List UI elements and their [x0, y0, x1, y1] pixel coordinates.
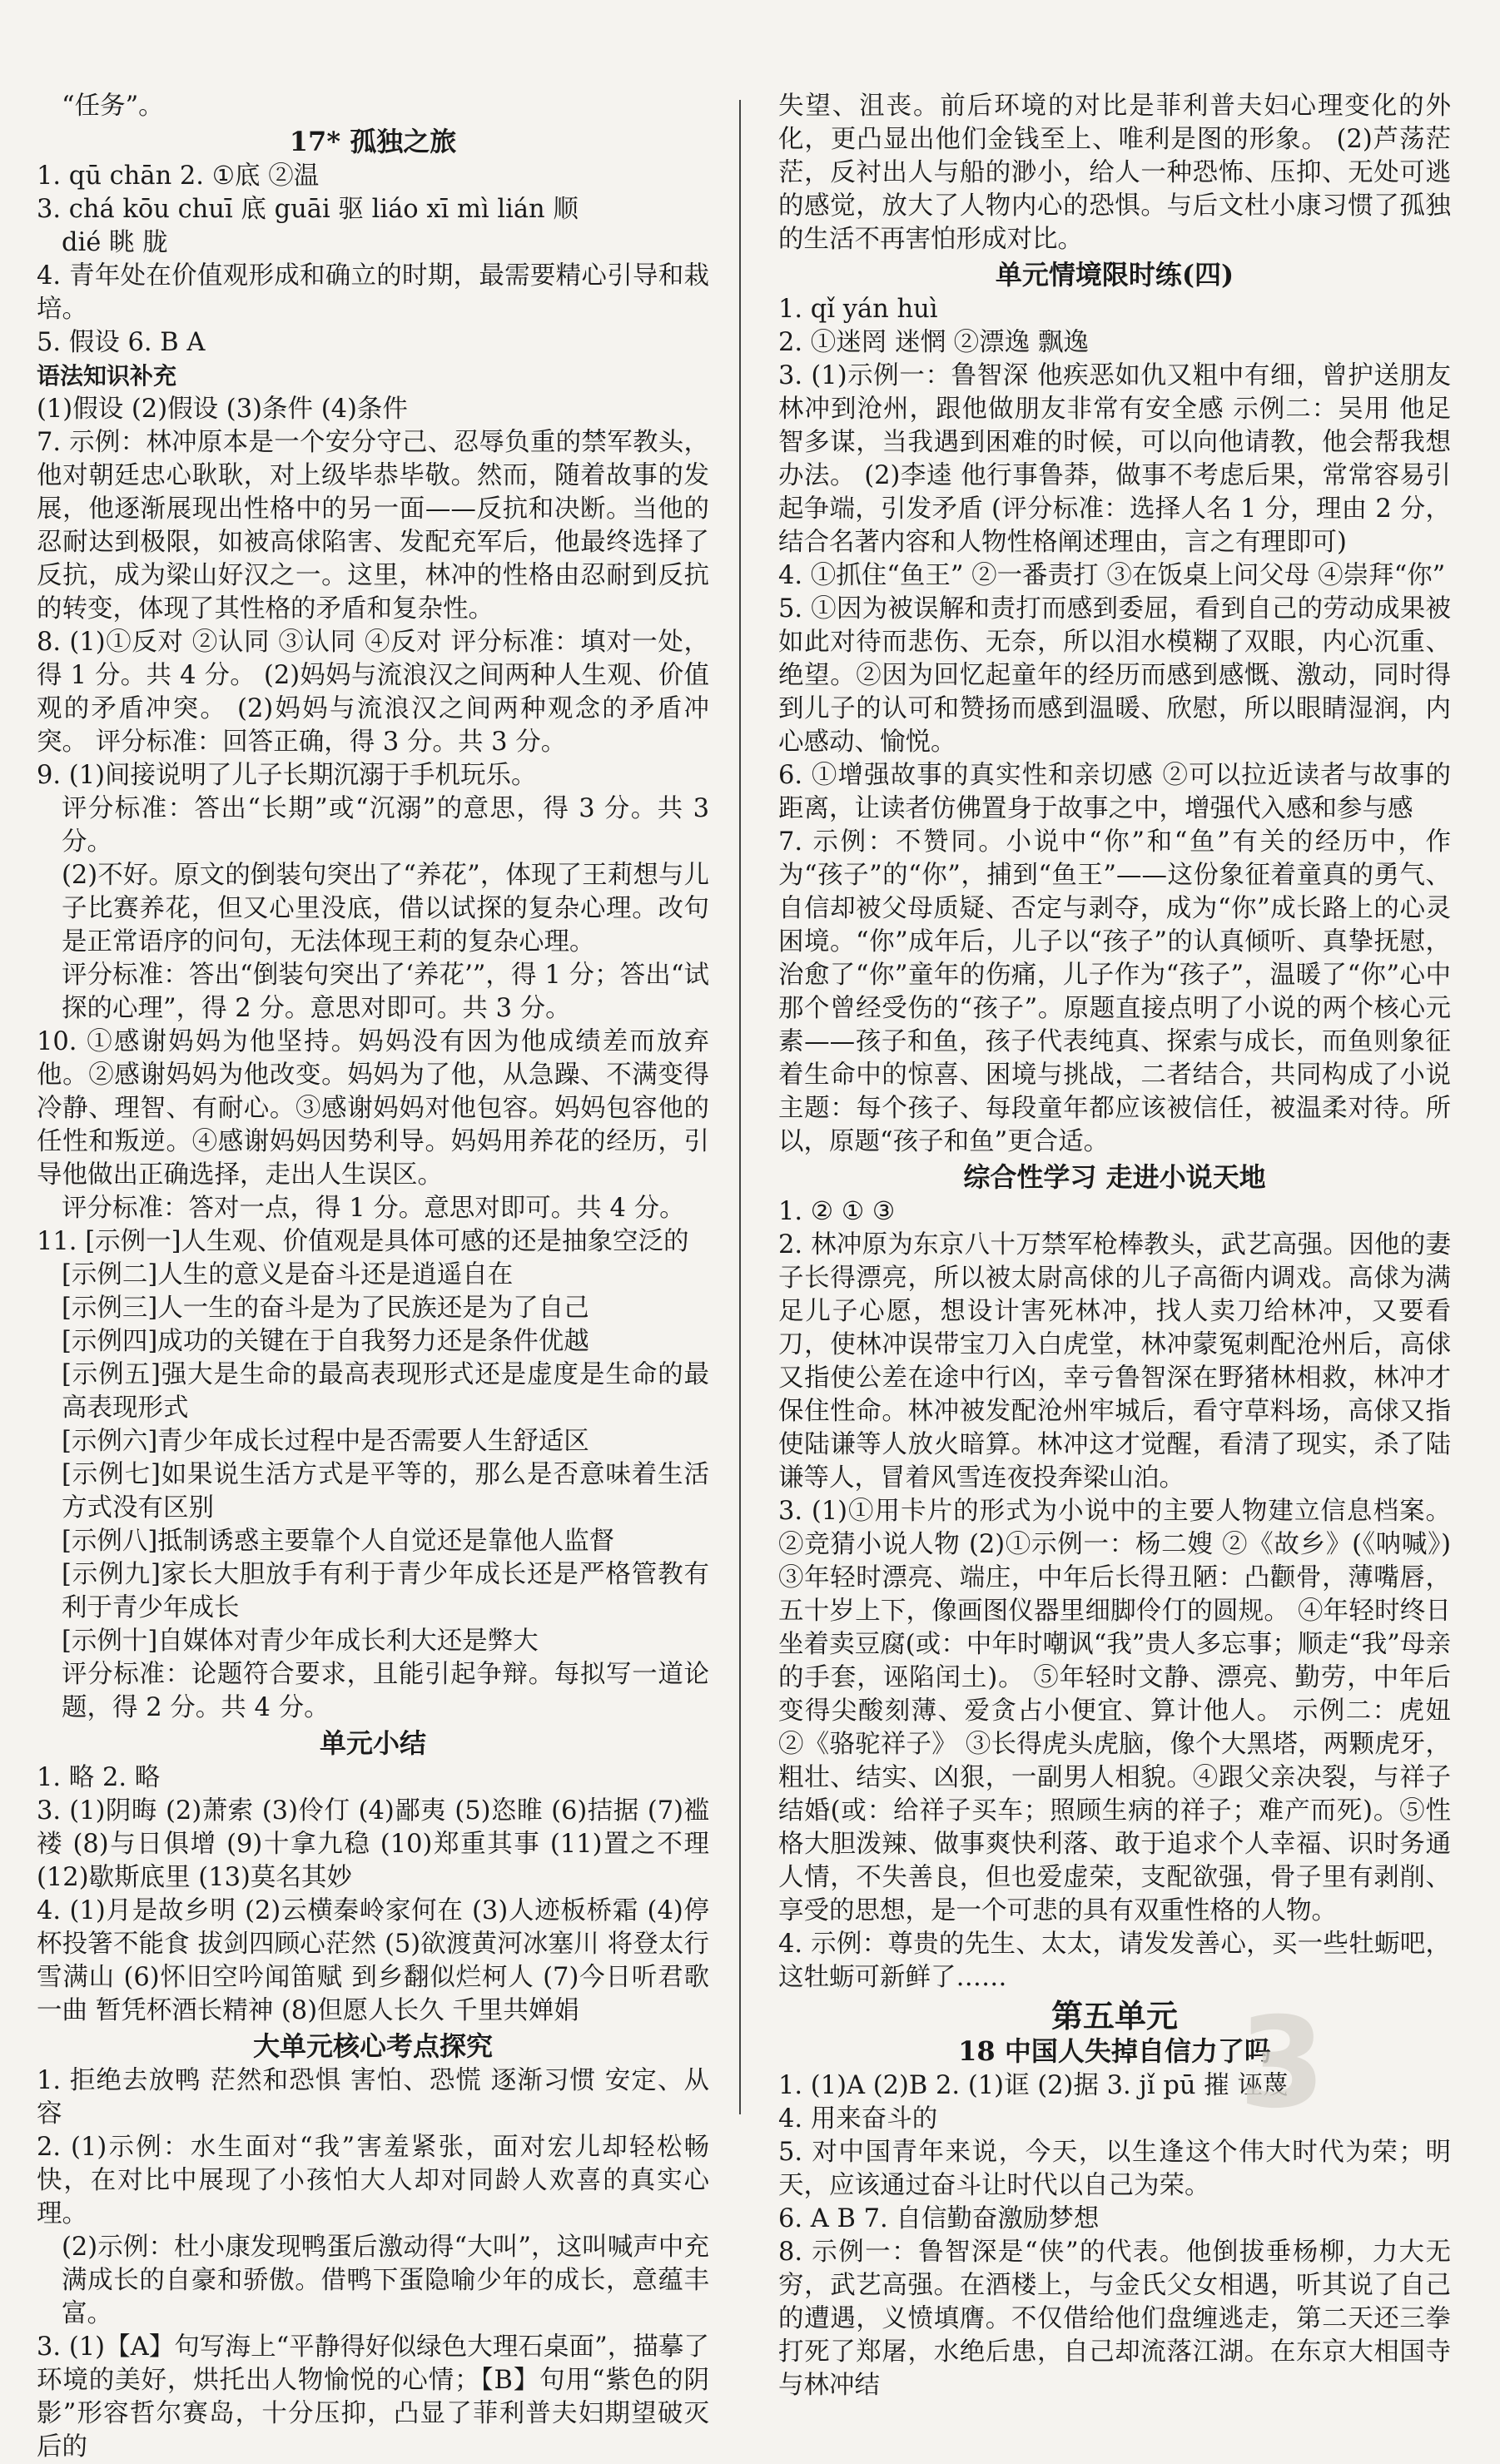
answer-line: 7. 示例：不赞同。小说中“你”和“鱼”有关的经历中，作为“孩子”的“你”，捕到“鱼王”——这份象征着童真的勇气、自信却被父母质疑、否定与剥夺，成为“你”成长路上的心灵困境。“你”成年后，儿子以“孩子”的认真倾听、真挚抚慰，治愈了“你”童年的伤痛，儿子作为“孩子”，温暖了“你”心中那个曾经受伤的“孩子”。原题直接点明了小说的两个核心元素——孩子和鱼，孩子代表纯真、探索与成长，而鱼则象征着生命中的惊喜、困境与挑战，二者结合，共同构成了小说主题：每个孩子、每段童年都应该被信任，被温柔对待。所以，原题“孩子和鱼”更合适。	[778, 827, 1451, 1156]
subheading: 语法知识补充	[37, 362, 177, 390]
answer-line: 3. chá kōu chuī 底 guāi 驱 liáo xī mì lián 顺	[37, 195, 579, 224]
answer-line: 1. qǐ yán huì	[778, 295, 938, 324]
answer-line: [示例八]抵制诱惑主要靠个人自觉还是靠他人监督	[62, 1527, 615, 1556]
answer-line: 3. (1)阴晦 (2)萧索 (3)伶仃 (4)鄙夷 (5)恣睢 (6)拮据 (7)褴褛 (8)与日俱增 (9)十拿九稳 (10)郑重其事 (11)置之不理 (12)歇斯底里 (13)莫名其妙	[37, 1796, 709, 1892]
answer-line: 1. 拒绝去放鸭 茫然和恐惧 害怕、恐慌 逐渐习惯 安定、从容	[37, 2066, 709, 2129]
section-heading: 单元小结	[319, 1727, 426, 1759]
answer-line: 3. (1)【A】句写海上“平静得好似绿色大理石桌面”，描摹了环境的美好，烘托出人物愉悦的心情；【B】句用“紫色的阴影”形容哲尔赛岛，十分压抑，凸显了菲利普夫妇期望破灭后的	[37, 2332, 709, 2462]
answer-line: 4. 示例：尊贵的先生、太太，请发发善心，买一些牡蛎吧，这牡蛎可新鲜了……	[778, 1930, 1451, 1992]
answer-line: (1)假设 (2)假设 (3)条件 (4)条件	[37, 395, 408, 424]
section-heading: 17* 孤独之旅	[289, 126, 457, 157]
section-heading: 单元情境限时练(四)	[995, 259, 1234, 291]
answer-line: 7. 示例：林冲原本是一个安分守己、忍辱负重的禁军教头，他对朝廷忠心耿耿，对上级毕恭毕敬。然而，随着故事的发展，他逐渐展现出性格中的另一面——反抗和决断。当他的忍耐达到极限，如被高俅陷害、发配充军后，他最终选择了反抗，成为梁山好汉之一。这里，林冲的性格由忍耐到反抗的转变，体现了其性格的矛盾和复杂性。	[37, 428, 709, 623]
section-heading: 大单元核心考点探究	[252, 2030, 493, 2062]
page-number-watermark: 3	[1239, 1991, 1326, 2136]
answer-line: 评分标准：答出“长期”或“沉溺”的意思，得 3 分。共 3 分。	[62, 794, 709, 857]
left-column	[37, 90, 709, 2464]
answer-line: 10. ①感谢妈妈为他坚持。妈妈没有因为他成绩差而放弃他。②感谢妈妈为他改变。妈妈为了他，从急躁、不满变得冷静、理智、有耐心。③感谢妈妈对他包容。妈妈包容他的任性和叛逆。④感谢妈妈因势利导。妈妈用养花的经历，引导他做出正确选择，走出人生误区。	[37, 1027, 709, 1190]
answer-line: [示例三]人一生的奋斗是为了民族还是为了自己	[62, 1294, 589, 1323]
answer-line: 1. ② ① ③	[778, 1197, 896, 1226]
answer-line: [示例十]自媒体对青少年成长利大还是弊大	[62, 1627, 539, 1656]
answer-line: 4. (1)月是故乡明 (2)云横秦岭家何在 (3)人迹板桥霜 (4)停杯投箸不能食 拔剑四顾心茫然 (5)欲渡黄河冰塞川 将登太行雪满山 (6)怀旧空吟闻笛赋 到乡翻似烂柯人 (7)今日听君歌一曲 暂凭杯酒长精神 (8)但愿人长久 千里共婵娟	[37, 1896, 709, 2025]
answer-line: dié 眺 胧	[62, 228, 168, 257]
answer-line: 评分标准：论题符合要求，且能引起争辩。每拟写一道论题，得 2 分。共 4 分。	[62, 1660, 709, 1722]
answer-line: (2)示例：杜小康发现鸭蛋后激动得“大叫”，这叫喊声中充满成长的自豪和骄傲。借鸭下蛋隐喻少年的成长，意蕴丰富。	[62, 2233, 709, 2328]
answer-line: 9. (1)间接说明了儿子长期沉溺于手机玩乐。	[37, 761, 537, 790]
answer-line: “任务”。	[62, 92, 164, 121]
answer-line: [示例二]人生的意义是奋斗还是逍遥自在	[62, 1260, 514, 1289]
answer-line: 5. 对中国青年来说，今天，以生逢这个伟大时代为荣；明天，应该通过奋斗让时代以自己为荣。	[778, 2138, 1451, 2200]
answer-line: 1. qū chān 2. ①底 ②温	[37, 161, 320, 191]
answer-line: 8. 示例一：鲁智深是“侠”的代表。他倒拔垂杨柳，力大无穷，武艺高强。在酒楼上，与金氏父女相遇，听其说了自己的遭遇，义愤填膺。不仅借给他们盘缠逃走，第二天还三拳打死了郑屠，水绝后患，自己却流落江湖。在东京大相国寺与林冲结	[778, 2238, 1451, 2400]
answer-line: 评分标准：答出“倒装句突出了‘养花’”，得 1 分；答出“试探的心理”，得 2 分。意思对即可。共 3 分。	[62, 961, 709, 1023]
answer-line: 4. 青年处在价值观形成和确立的时期，最需要精心引导和栽培。	[37, 261, 709, 324]
answer-line: [示例六]青少年成长过程中是否需要人生舒适区	[62, 1427, 589, 1456]
answer-line: 2. 林冲原为东京八十万禁军枪棒教头，武艺高强。因他的妻子长得漂亮，所以被太尉高俅的儿子高衙内调戏。高俅为满足儿子心愿，想设计害死林冲，找人卖刀给林冲，又要看刀，使林冲误带宝刀入白虎堂，林冲蒙冤刺配沧州后，高俅又指使公差在途中行凶，幸亏鲁智深在野猪林相救，林冲才保住性命。林冲被发配沧州牢城后，看守草料场，高俅又指使陆谦等人放火暗算。林冲这才觉醒，看清了现实，杀了陆谦等人，冒着风雪连夜投奔梁山泊。	[778, 1230, 1451, 1493]
answer-line: 5. ①因为被误解和责打而感到委屈，看到自己的劳动成果被如此对待而悲伤、无奈，所以泪水模糊了双眼，内心沉重、绝望。②因为回忆起童年的经历而感到感慨、激动，同时得到儿子的认可和赞扬而感到温暖、欣慰，所以眼睛湿润，内心感动、愉悦。	[778, 594, 1451, 757]
answer-line: 3. (1)示例一：鲁智深 他疾恶如仇又粗中有细，曾护送朋友林冲到沧州，跟他做朋友非常有安全感 示例二：吴用 他足智多谋，当我遇到困难的时候，可以向他请教，他会帮我想办法。 (2)李逵 他行事鲁莽，做事不考虑后果，常常容易引起争端，引发矛盾 (评分标准：选择人名 1 分，理由 2 分，结合名著内容和人物性格阐述理由，言之有理即可)	[778, 361, 1451, 557]
right-column	[778, 90, 1451, 2402]
column-divider	[739, 100, 741, 2114]
answer-line: [示例五]强大是生命的最高表现形式还是虚度是生命的最高表现形式	[62, 1360, 709, 1423]
answer-line: 5. 假设 6. B A	[37, 328, 206, 357]
answer-line: 3. (1)①用卡片的形式为小说中的主要人物建立信息档案。②竞猜小说人物 (2)①示例一：杨二嫂 ②《故乡》(《呐喊》) ③年轻时漂亮、端庄，中年后长得丑陋：凸颧骨，薄嘴唇，五十岁上下，像画图仪器里细脚伶仃的圆规。 ④年轻时终日坐着卖豆腐(或：中年时嘲讽“我”贵人多忘事；顺走“我”母亲的手套，诬陷闰土)。 ⑤年轻时文静、漂亮、勤劳，中年后变得尖酸刻薄、爱贪占小便宜、算计他人。 示例二：虎妞 ②《骆驼祥子》 ③长得虎头虎脑，像个大黑塔，两颗虎牙，粗壮、结实、凶狠，一副男人相貌。④跟父亲决裂，与祥子结婚(或：给祥子买车；照顾生病的祥子；难产而死)。⑤性格大胆泼辣、做事爽快利落、敢于追求个人幸福、识时务通人情，不失善良，但也爱虚荣，支配欲强，骨子里有剥削、享受的思想，是一个可悲的具有双重性格的人物。	[778, 1497, 1451, 1925]
answer-line: 4. 用来奋斗的	[778, 2104, 938, 2134]
answer-line: 2. ①迷罔 迷惘 ②漂逸 飘逸	[778, 328, 1089, 357]
section-heading: 第五单元	[1050, 1997, 1178, 2034]
answer-line: 8. (1)①反对 ②认同 ③认同 ④反对 评分标准：填对一处，得 1 分。共 4 分。 (2)妈妈与流浪汉之间两种人生观、价值观的矛盾冲突。 (2)妈妈与流浪汉之间两种观念的矛盾冲突。 评分标准：回答正确，得 3 分。共 3 分。	[37, 628, 709, 757]
answer-line: 1. 略 2. 略	[37, 1763, 161, 1792]
answer-line: [示例九]家长大胆放手有利于青少年成长还是严格管教有利于青少年成长	[62, 1560, 709, 1622]
answer-line: [示例七]如果说生活方式是平等的，那么是否意味着生活方式没有区别	[62, 1460, 709, 1523]
answer-line: 6. A B 7. 自信勤奋激励梦想	[778, 2204, 1100, 2233]
answer-line: 11. [示例一]人生观、价值观是具体可感的还是抽象空泛的	[37, 1227, 689, 1256]
answer-line: 4. ①抓住“鱼王” ②一番责打 ③在饭桌上问父母 ④崇拜“你”	[778, 561, 1446, 590]
answer-line: 失望、沮丧。前后环境的对比是菲利普夫妇心理变化的外化，更凸显出他们金钱至上、唯利是图的形象。 (2)芦荡茫茫，反衬出人与船的渺小，给人一种恐怖、压抑、无处可逃的感觉，放大了人物内心的恐惧。与后文杜小康习惯了孤独的生活不再害怕形成对比。	[778, 92, 1451, 254]
answer-line: (2)不好。原文的倒装句突出了“养花”，体现了王莉想与儿子比赛养花，但又心里没底，借以试探的复杂心理。改句是正常语序的问句，无法体现王莉的复杂心理。	[62, 861, 709, 956]
section-heading: 18 中国人失掉自信力了吗	[958, 2035, 1271, 2067]
answer-line: [示例四]成功的关键在于自我努力还是条件优越	[62, 1327, 589, 1356]
answer-line: 6. ①增强故事的真实性和亲切感 ②可以拉近读者与故事的距离，让读者仿佛置身于故事之中，增强代入感和参与感	[778, 761, 1451, 823]
answer-line: 2. (1)示例：水生面对“我”害羞紧张，面对宏儿却轻松畅快，在对比中展现了小孩怕大人却对同龄人欢喜的真实心理。	[37, 2133, 709, 2228]
answer-line: 评分标准：答对一点，得 1 分。意思对即可。共 4 分。	[62, 1194, 685, 1223]
answer-line: 1. (1)A (2)B 2. (1)诓 (2)据 3. jǐ pū 摧 诬蔑	[778, 2071, 1289, 2100]
section-heading: 综合性学习 走进小说天地	[963, 1161, 1266, 1193]
